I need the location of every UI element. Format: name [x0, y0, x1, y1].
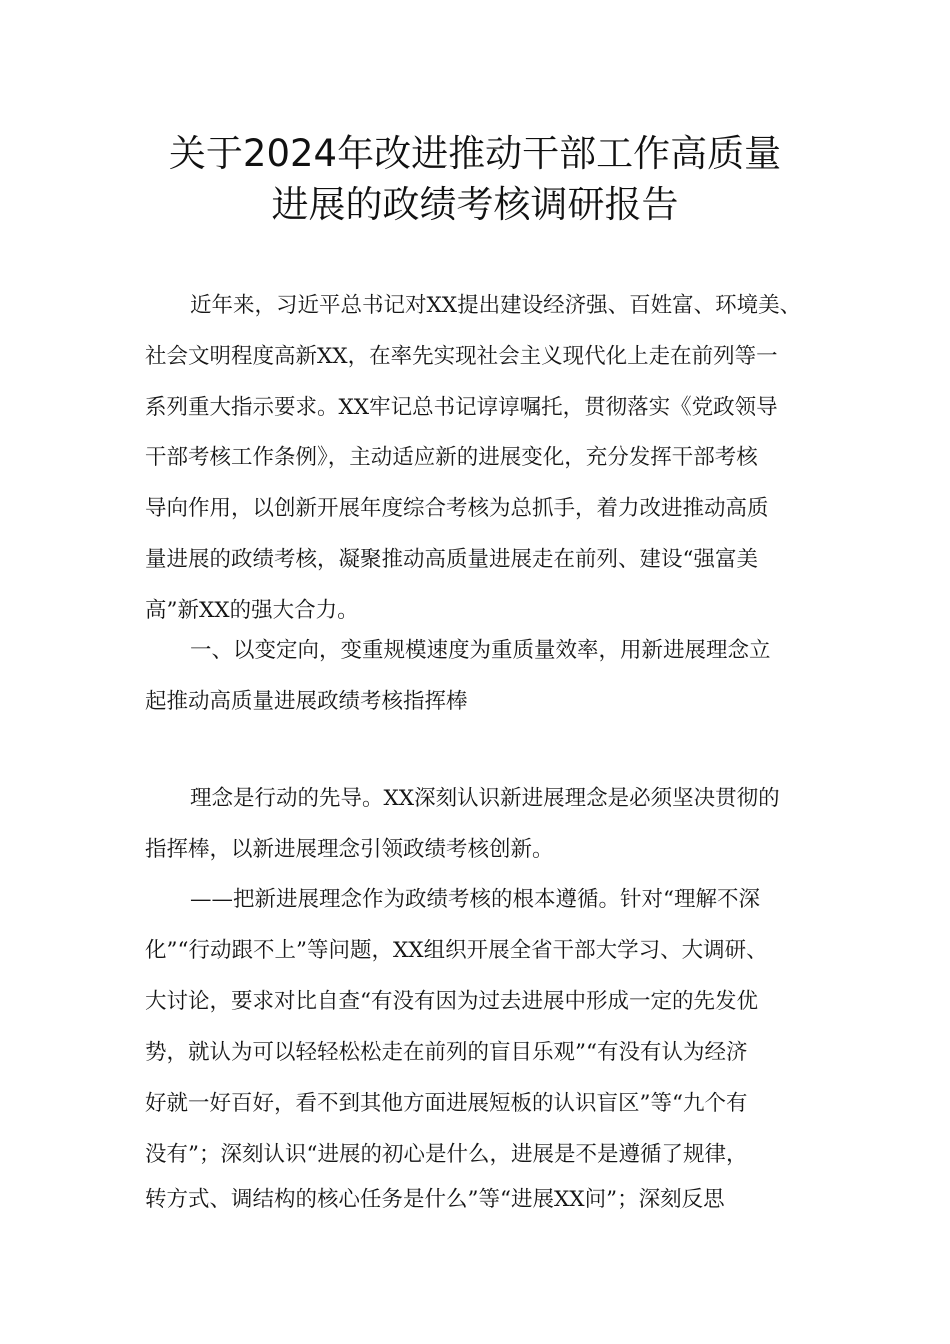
document-title-line-1: 关于2024年改进推动干部工作高质量 [168, 132, 782, 175]
paragraph-line: 势，就认为可以轻轻松松走在前列的盲目乐观”“有没有认为经济 [145, 1040, 748, 1065]
section-heading-line: 起推动高质量进展政绩考核指挥棒 [145, 689, 468, 714]
paragraph-line: 量进展的政绩考核，凝聚推动高质量进展走在前列、建设“强富美 [145, 547, 758, 572]
document-title-line-2: 进展的政绩考核调研报告 [271, 183, 679, 226]
section-heading-line: 一、以变定向，变重规模速度为重质量效率，用新进展理念立 [190, 638, 771, 663]
paragraph-line: 近年来，习近平总书记对XX提出建设经济强、百姓富、环境美、 [190, 293, 802, 318]
paragraph-line: 理念是行动的先导。XX深刻认识新进展理念是必须坚决贯彻的 [190, 786, 780, 811]
paragraph-line: 干部考核工作条例》，主动适应新的进展变化，充分发挥干部考核 [145, 445, 758, 470]
paragraph-line: 好就一好百好，看不到其他方面进展短板的认识盲区”等“九个有 [145, 1091, 748, 1116]
paragraph-line: 社会文明程度高新XX，在率先实现社会主义现代化上走在前列等一 [145, 344, 778, 369]
paragraph-line: ——把新进展理念作为政绩考核的根本遵循。针对“理解不深 [190, 887, 760, 912]
paragraph-line: 大讨论，要求对比自查“有没有因为过去进展中形成一定的先发优 [145, 989, 758, 1014]
paragraph-line: 没有”；深刻认识“进展的初心是什么，进展是不是遵循了规律， [145, 1142, 748, 1167]
paragraph-line: 化”“行动跟不上”等问题，XX组织开展全省干部大学习、大调研、 [145, 938, 768, 963]
paragraph-line: 导向作用，以创新开展年度综合考核为总抓手，着力改进推动高质 [145, 496, 769, 521]
paragraph-line: 高”新XX的强大合力。 [145, 598, 359, 623]
paragraph-line: 指挥棒，以新进展理念引领政绩考核创新。 [145, 837, 554, 862]
paragraph-line: 系列重大指示要求。XX牢记总书记谆谆嘱托，贯彻落实《党政领导 [145, 395, 778, 420]
paragraph-line: 转方式、调结构的核心任务是什么”等“进展XX问”；深刻反思 [145, 1187, 725, 1212]
